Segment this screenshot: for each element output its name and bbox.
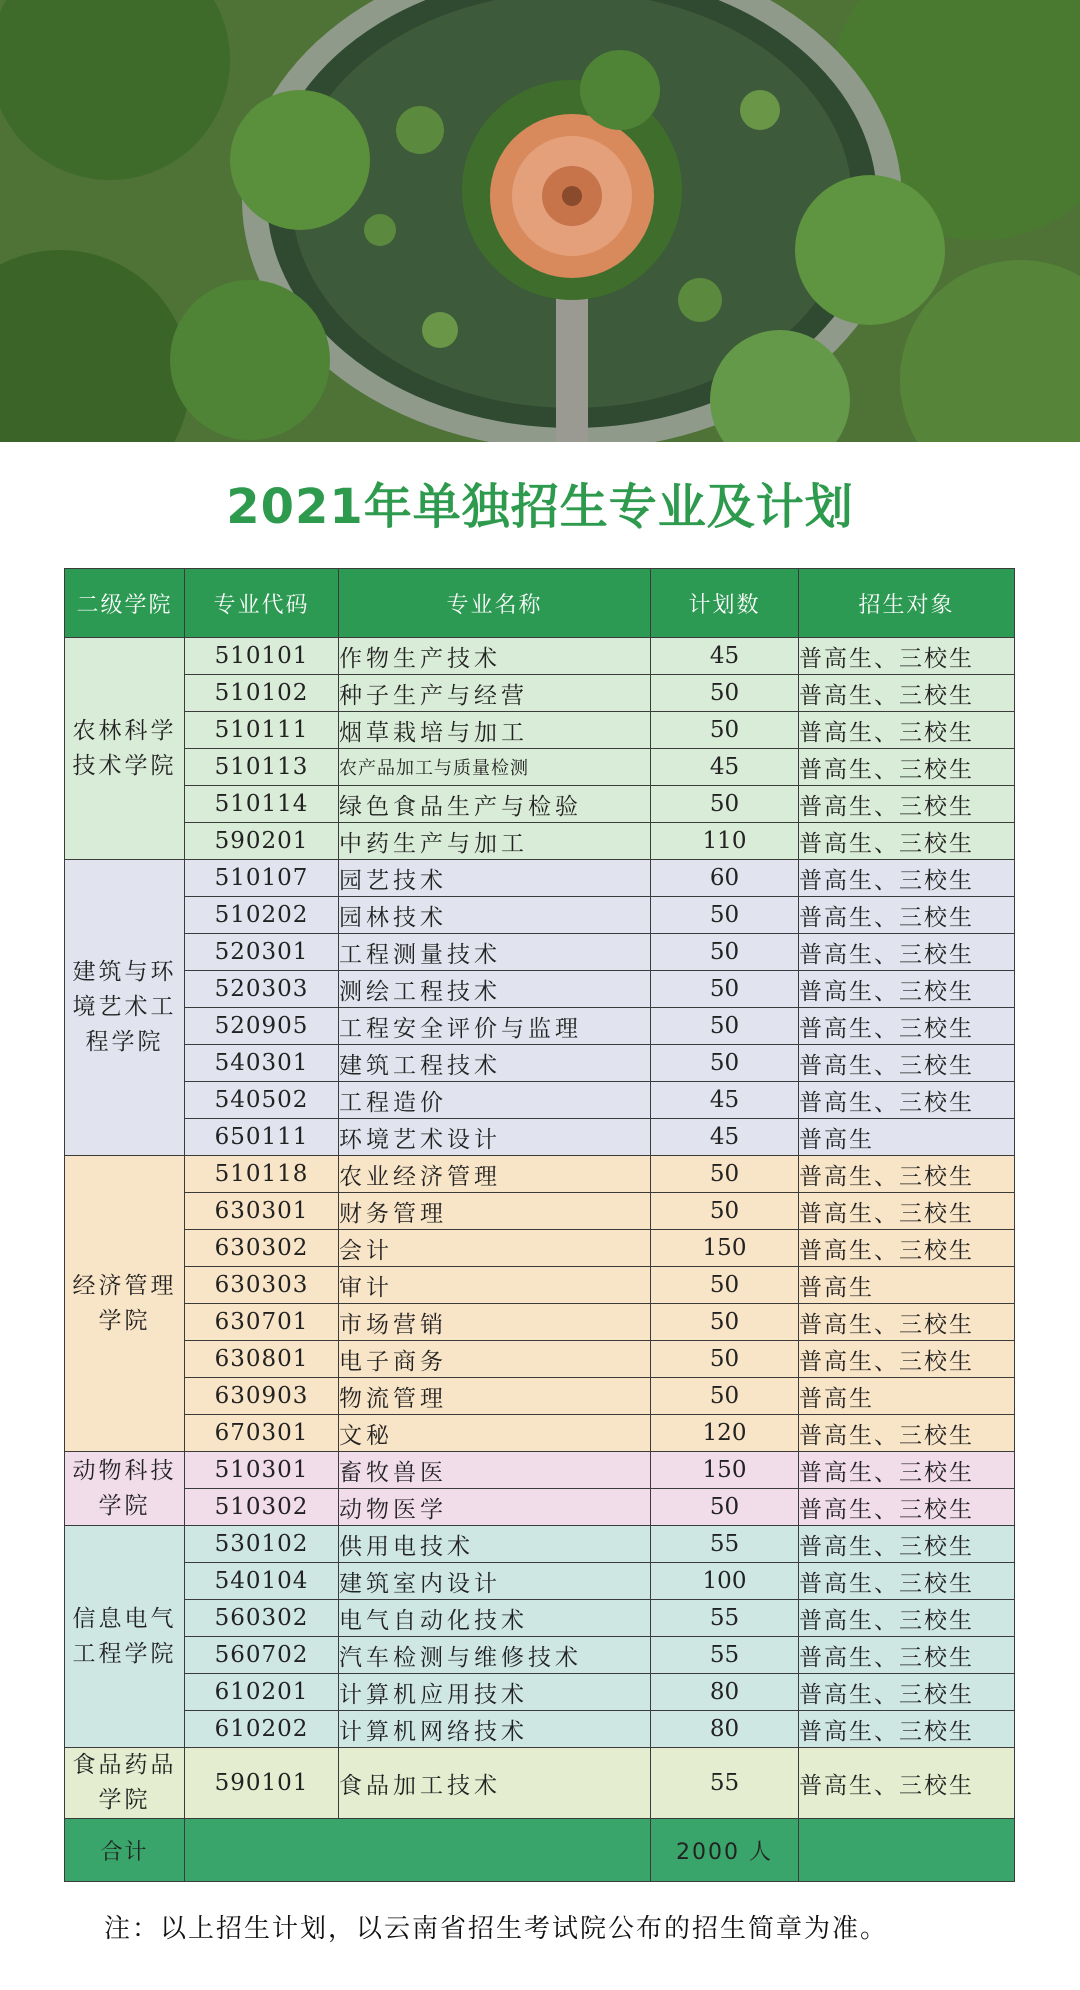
total-row [65,1819,1015,1882]
plan-count: 80 [651,1711,799,1748]
major-name: 环境艺术设计 [339,1119,651,1156]
total-empty [799,1819,1015,1882]
enroll-target: 普高生、三校生 [799,749,1015,786]
table-row [65,1341,1015,1378]
major-code: 630302 [185,1230,339,1267]
table-row [65,971,1015,1008]
enroll-target: 普高生、三校生 [799,1637,1015,1674]
enroll-target: 普高生、三校生 [799,1489,1015,1526]
major-name: 作物生产技术 [339,638,651,675]
table-row [65,1193,1015,1230]
table-row [65,1711,1015,1748]
table-row [65,1156,1015,1193]
plan-count: 50 [651,1267,799,1304]
major-code: 630301 [185,1193,339,1230]
major-code: 670301 [185,1415,339,1452]
major-code: 520301 [185,934,339,971]
enroll-target: 普高生、三校生 [799,712,1015,749]
major-code: 520303 [185,971,339,1008]
enroll-target: 普高生、三校生 [799,1526,1015,1563]
major-name: 农产品加工与质量检测 [339,749,651,786]
major-name: 建筑室内设计 [339,1563,651,1600]
table-row [65,1748,1015,1819]
plan-count: 55 [651,1637,799,1674]
major-code: 630801 [185,1341,339,1378]
enroll-target: 普高生、三校生 [799,786,1015,823]
major-name: 工程测量技术 [339,934,651,971]
major-name: 电子商务 [339,1341,651,1378]
major-name: 工程安全评价与监理 [339,1008,651,1045]
enroll-target: 普高生、三校生 [799,823,1015,860]
major-name: 测绘工程技术 [339,971,651,1008]
plan-count: 120 [651,1415,799,1452]
enroll-target: 普高生、三校生 [799,1452,1015,1489]
major-code: 610201 [185,1674,339,1711]
enrollment-plan-table [64,568,1015,1882]
enroll-target: 普高生 [799,1267,1015,1304]
major-code: 650111 [185,1119,339,1156]
plan-count: 80 [651,1674,799,1711]
table-row [65,1230,1015,1267]
table-row [65,1452,1015,1489]
plan-count: 50 [651,1304,799,1341]
plan-count: 100 [651,1563,799,1600]
plan-count: 60 [651,860,799,897]
major-name: 物流管理 [339,1378,651,1415]
college-cell: 建筑与环境艺术工程学院 [65,860,185,1156]
plan-count: 50 [651,1008,799,1045]
table-row [65,1526,1015,1563]
plan-count: 55 [651,1526,799,1563]
major-name: 畜牧兽医 [339,1452,651,1489]
major-code: 510301 [185,1452,339,1489]
major-code: 510111 [185,712,339,749]
major-code: 560302 [185,1600,339,1637]
enroll-target: 普高生 [799,1119,1015,1156]
footnote: 注：以上招生计划，以云南省招生考试院公布的招生简章为准。 [104,1914,889,1944]
major-name: 文秘 [339,1415,651,1452]
header-plan-count: 计划数 [651,569,799,638]
college-cell: 动物科技学院 [65,1452,185,1526]
plan-count: 150 [651,1452,799,1489]
header-major-name: 专业名称 [339,569,651,638]
college-cell: 农林科学技术学院 [65,638,185,860]
table-row [65,1415,1015,1452]
table-row [65,1600,1015,1637]
plan-count: 50 [651,1341,799,1378]
major-name: 市场营销 [339,1304,651,1341]
enroll-target: 普高生、三校生 [799,1008,1015,1045]
plan-count: 55 [651,1748,799,1819]
table-row [65,934,1015,971]
enroll-target: 普高生、三校生 [799,1563,1015,1600]
header-code: 专业代码 [185,569,339,638]
major-name: 供用电技术 [339,1526,651,1563]
plan-count: 50 [651,934,799,971]
table-row [65,1489,1015,1526]
page-title: 2021年单独招生专业及计划 [226,479,854,535]
major-name: 种子生产与经营 [339,675,651,712]
table-row [65,749,1015,786]
major-code: 540301 [185,1045,339,1082]
plan-count: 50 [651,1489,799,1526]
major-code: 590201 [185,823,339,860]
major-code: 630701 [185,1304,339,1341]
major-code: 510114 [185,786,339,823]
major-code: 560702 [185,1637,339,1674]
major-name: 计算机应用技术 [339,1674,651,1711]
enroll-target: 普高生、三校生 [799,971,1015,1008]
pond-pavilion-illustration [0,0,1080,442]
table-row [65,1082,1015,1119]
enroll-target: 普高生、三校生 [799,1193,1015,1230]
header-college: 二级学院 [65,569,185,638]
enroll-target: 普高生、三校生 [799,1156,1015,1193]
major-code: 540104 [185,1563,339,1600]
enroll-target: 普高生、三校生 [799,1304,1015,1341]
enroll-target: 普高生、三校生 [799,860,1015,897]
table-row [65,1008,1015,1045]
plan-count: 45 [651,749,799,786]
enroll-target: 普高生、三校生 [799,1711,1015,1748]
table-row [65,1045,1015,1082]
major-name: 园艺技术 [339,860,651,897]
plan-count: 55 [651,1600,799,1637]
plan-count: 45 [651,1119,799,1156]
plan-count: 50 [651,1045,799,1082]
table-row [65,1119,1015,1156]
college-cell: 经济管理学院 [65,1156,185,1452]
major-name: 农业经济管理 [339,1156,651,1193]
major-code: 510107 [185,860,339,897]
plan-count: 50 [651,786,799,823]
major-code: 630903 [185,1378,339,1415]
major-code: 610202 [185,1711,339,1748]
total-label: 合计 [65,1819,185,1882]
college-cell: 食品药品学院 [65,1748,185,1819]
plan-count: 50 [651,897,799,934]
major-name: 会计 [339,1230,651,1267]
plan-count: 45 [651,1082,799,1119]
header-target: 招生对象 [799,569,1015,638]
total-spacer [185,1819,651,1882]
major-code: 510101 [185,638,339,675]
major-name: 计算机网络技术 [339,1711,651,1748]
enroll-target: 普高生、三校生 [799,897,1015,934]
major-name: 绿色食品生产与检验 [339,786,651,823]
plan-count: 50 [651,675,799,712]
plan-count: 150 [651,1230,799,1267]
major-name: 园林技术 [339,897,651,934]
plan-count: 50 [651,971,799,1008]
major-name: 财务管理 [339,1193,651,1230]
major-name: 汽车检测与维修技术 [339,1637,651,1674]
table-row [65,1563,1015,1600]
major-code: 530102 [185,1526,339,1563]
major-name: 审计 [339,1267,651,1304]
total-value: 2000 人 [651,1819,799,1882]
major-name: 工程造价 [339,1082,651,1119]
major-code: 510118 [185,1156,339,1193]
plan-count: 45 [651,638,799,675]
enroll-target: 普高生 [799,1378,1015,1415]
college-cell: 信息电气工程学院 [65,1526,185,1748]
enroll-target: 普高生、三校生 [799,1415,1015,1452]
plan-count: 50 [651,1156,799,1193]
table-header-row [65,569,1015,638]
table-row [65,897,1015,934]
plan-count: 50 [651,712,799,749]
major-name: 动物医学 [339,1489,651,1526]
enroll-target: 普高生、三校生 [799,1748,1015,1819]
enroll-target: 普高生、三校生 [799,675,1015,712]
enroll-target: 普高生、三校生 [799,1230,1015,1267]
table-row [65,712,1015,749]
major-code: 510202 [185,897,339,934]
major-name: 建筑工程技术 [339,1045,651,1082]
plan-count: 50 [651,1378,799,1415]
major-name: 烟草栽培与加工 [339,712,651,749]
table-row [65,823,1015,860]
major-code: 510302 [185,1489,339,1526]
major-code: 520905 [185,1008,339,1045]
table-row [65,860,1015,897]
table-row [65,786,1015,823]
enroll-target: 普高生、三校生 [799,638,1015,675]
table-row [65,675,1015,712]
plan-count: 50 [651,1193,799,1230]
table-row [65,1674,1015,1711]
table-row [65,638,1015,675]
table-row [65,1378,1015,1415]
major-code: 590101 [185,1748,339,1819]
major-name: 食品加工技术 [339,1748,651,1819]
enroll-target: 普高生、三校生 [799,1600,1015,1637]
plan-count: 110 [651,823,799,860]
major-code: 510102 [185,675,339,712]
table-row [65,1637,1015,1674]
table-row [65,1304,1015,1341]
enroll-target: 普高生、三校生 [799,934,1015,971]
campus-aerial-photo [0,0,1080,442]
enroll-target: 普高生、三校生 [799,1341,1015,1378]
major-code: 540502 [185,1082,339,1119]
major-code: 510113 [185,749,339,786]
major-code: 630303 [185,1267,339,1304]
enroll-target: 普高生、三校生 [799,1674,1015,1711]
enroll-target: 普高生、三校生 [799,1045,1015,1082]
major-name: 电气自动化技术 [339,1600,651,1637]
table-row [65,1267,1015,1304]
enroll-target: 普高生、三校生 [799,1082,1015,1119]
major-name: 中药生产与加工 [339,823,651,860]
